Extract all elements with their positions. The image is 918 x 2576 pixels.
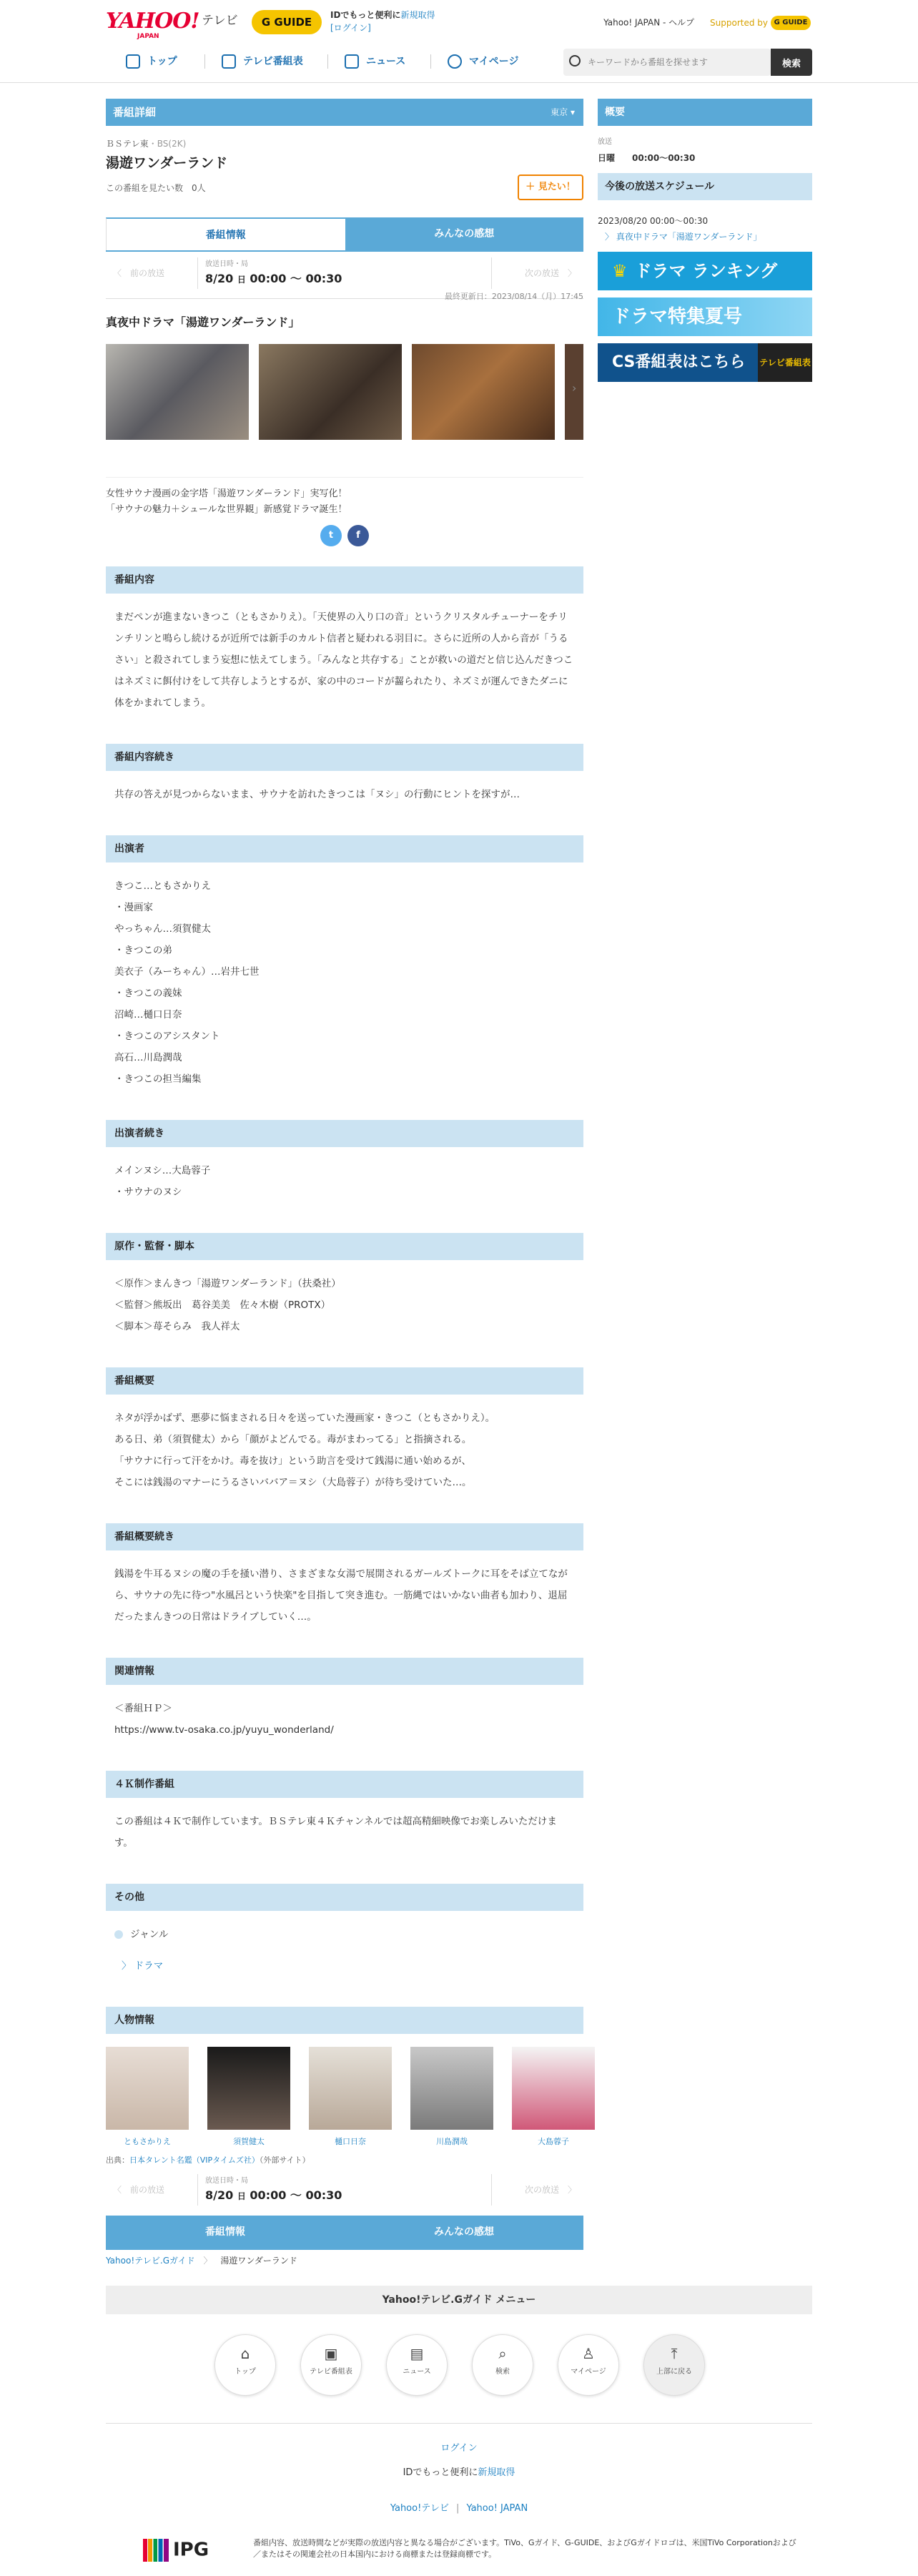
menu-news[interactable]: ▤ ニュース — [386, 2334, 448, 2396]
tv-icon — [222, 54, 236, 69]
program-image[interactable] — [412, 344, 555, 440]
next-broadcast-link[interactable]: 次の放送 〉 — [524, 268, 576, 278]
section-content: 番組内容 まだペンが進まないきつこ（ともさかりえ）。「天使界の入り口の音」というクリスタルチューナーをチリンチリンと鳴らし続けるが近所では新手のカルト信者と疑われる羽目に。さらに近所の人から音が「うるさい」と殺されてしまう妄想に怯えてしまう。「みんなと共存する」ことが救いの道だと信じ込んだきつこはネズミに餌付けをして共存しようとするが、家の中のコードが齧られたり、ネズミが運んできたダニに体をかまれてしまう。 — [106, 566, 583, 727]
site-menu — [214, 2334, 704, 2413]
id-promo: IDでもっと便利に新規取得 [ログイン] — [330, 10, 435, 33]
site-header — [0, 0, 918, 83]
yahoo-japan-logo[interactable]: YAHOO! JAPAN — [106, 9, 199, 40]
menu-back-to-top[interactable]: ⤒ 上部に戻る — [643, 2334, 705, 2396]
share-buttons — [106, 525, 583, 549]
genre-drama-link[interactable]: 〉 ドラマ — [122, 1960, 164, 1972]
tv-icon: ▣ — [324, 2345, 338, 2362]
home-icon — [126, 54, 140, 69]
person-card[interactable]: 樋口日奈 — [309, 2047, 392, 2147]
drama-feature-banner[interactable]: ドラマ特集夏号 — [598, 298, 812, 336]
news-icon: ▤ — [410, 2345, 424, 2362]
footer-yahoo-japan-link[interactable]: Yahoo! JAPAN — [466, 2503, 528, 2514]
nav-news[interactable]: ニュース — [345, 47, 405, 76]
person-card[interactable]: 大島蓉子 — [512, 2047, 595, 2147]
menu-top[interactable]: ⌂ トップ — [214, 2334, 276, 2396]
image-carousel — [106, 344, 583, 440]
official-site-link[interactable]: https://www.tv-osaka.co.jp/yuyu_wonderland/ — [114, 1724, 334, 1736]
news-icon — [345, 54, 359, 69]
section-related: 関連情報 ＜番組ＨＰ＞ https://www.tv-osaka.co.jp/yuyu_wonderland/ — [106, 1658, 583, 1754]
prev-broadcast-link[interactable]: 〈 前の放送 — [113, 268, 165, 278]
summary-heading: 概要 — [598, 99, 812, 126]
program-tabs — [106, 217, 583, 252]
arrow-up-icon: ⤒ — [671, 2345, 678, 2362]
user-icon: ♙ — [582, 2345, 595, 2362]
section-staff: 原作・監督・脚本 ＜原作＞まんきつ「湯遊ワンダーランド」（扶桑社） ＜監督＞熊坂出 葛谷美美 佐々木樹（PROTX） ＜脚本＞苺そらみ 我人祥太 — [106, 1233, 583, 1350]
person-photo — [512, 2047, 595, 2130]
people-source: 出典：日本タレント名鑑（VIPタイムズ社）（外部サイト） — [106, 2155, 310, 2165]
want-button[interactable]: ＋ 見たい！ — [518, 174, 583, 200]
facebook-icon[interactable]: f — [347, 525, 369, 546]
header-right-links: Yahoo! JAPAN - ヘルプ Supported by G GUIDE — [603, 16, 811, 30]
login-link[interactable]: [ログイン] — [330, 23, 371, 33]
search-box — [563, 49, 771, 76]
search-input[interactable] — [588, 53, 759, 72]
footer-yahoo-tv-link[interactable]: Yahoo!テレビ — [390, 2503, 450, 2514]
legal-notice: 番組内容、放送時間などが実際の放送内容と異なる場合がございます。TiVo、Gガイド、G-GUIDE、およびGガイドロゴは、米国TiVo Corporationおよび／またはその関連会社の日本国内における商標または登録商標です。 — [253, 2538, 796, 2559]
main-column — [106, 99, 583, 2250]
person-card[interactable]: ともさかりえ — [106, 2047, 189, 2147]
menu-search[interactable]: ⌕ 検索 — [472, 2334, 533, 2396]
tv-word-logo[interactable]: テレビ — [202, 14, 238, 28]
person-photo — [207, 2047, 290, 2130]
user-icon — [448, 54, 462, 69]
section-summary: 番組概要 ネタが浮かばず、悪夢に悩まされる日々を送っていた漫画家・きつこ（ともさかりえ）。 ある日、弟（須賀健太）から「顔がよどんでる。毒がまわってる」と指摘される。 「サウナに行って汗をかけ。毒を抜け」という助言を受けて銭湯に通い始めるが、 そこには銭湯のマナーにうるさいババア＝ヌシ（大島蓉子）が待ち受けていた…。 — [106, 1367, 583, 1506]
yahoo-help-link[interactable]: Yahoo! JAPAN - ヘルプ — [603, 17, 695, 28]
last-updated: 最終更新日：2023/08/14（月）17:45 — [444, 292, 583, 301]
schedule-list: 2023/08/20 00:00〜00:30 〉 真夜中ドラマ「湯遊ワンダーランド」 — [598, 216, 762, 242]
chevron-right-icon[interactable]: › — [572, 381, 577, 395]
footer-divider — [106, 2423, 812, 2424]
talent-directory-link[interactable]: 日本タレント名鑑（VIPタイムズ社） — [129, 2155, 260, 2165]
broadcast-nav-bottom — [106, 2173, 583, 2216]
footer-links: Yahoo!テレビ | Yahoo! JAPAN — [390, 2503, 528, 2514]
prev-broadcast-link[interactable]: 〈 前の放送 — [113, 2185, 165, 2195]
gguide-small-logo: G GUIDE — [771, 16, 811, 30]
page-title: 湯遊ワンダーランド — [106, 155, 228, 171]
search-icon: ⌕ — [498, 2345, 507, 2362]
menu-tv-schedule[interactable]: ▣ テレビ番組表 — [300, 2334, 362, 2396]
nav-mypage[interactable]: マイページ — [448, 47, 518, 76]
person-card[interactable]: 須賀健太 — [207, 2047, 290, 2147]
next-broadcast-link[interactable]: 次の放送 〉 — [524, 2185, 576, 2195]
broadcast-datetime: 放送日時・局 8/20 日 00:00 〜 00:30 — [197, 2174, 492, 2206]
person-photo — [309, 2047, 392, 2130]
genre-bullet-icon — [114, 1930, 123, 1939]
search-button[interactable]: 検索 — [771, 49, 812, 76]
broadcast-nav — [106, 256, 583, 299]
drama-ranking-banner[interactable]: ♛ ドラマ ランキング — [598, 252, 812, 290]
twitter-icon[interactable]: t — [320, 525, 342, 546]
search-icon — [569, 55, 581, 67]
crown-icon: ♛ — [612, 261, 628, 281]
section-cast: 出演者 きつこ…ともさかりえ ・漫画家 やっちゃん…須賀健太 ・きつこの弟 美衣子（みーちゃん）…岩井七世 ・きつこの義妹 沼崎…樋口日奈 ・きつこのアシスタント 高石…川島潤哉 ・きつこの担当編集 — [106, 835, 583, 1103]
program-subtitle: 真夜中ドラマ「湯遊ワンダーランド」 — [106, 315, 300, 329]
ipg-bars-icon — [143, 2539, 169, 2562]
tab-program-info[interactable]: 番組情報 — [106, 217, 345, 250]
section-summary-cont: 番組概要続き 銭湯を牛耳るヌシの魔の手を掻い潜り、さまざまな女湯で展開されるガールズトークに耳をそば立てながら、サウナの先に待つ"水風呂という快楽"を目指して突き進む。一筋縄ではいかない曲者も加わり、退屈だったまんきつの日常はドライブしていく…。 — [106, 1523, 583, 1641]
program-tabs-bottom — [106, 2216, 583, 2250]
signup-link[interactable]: 新規取得 — [400, 10, 435, 20]
sidebar — [598, 99, 812, 382]
gguide-logo[interactable]: G GUIDE — [252, 10, 322, 34]
footer-id-promo: IDでもっと便利に新規取得 — [403, 2467, 515, 2478]
broadcast-datetime: 放送日時・局 8/20 日 00:00 〜 00:30 — [197, 257, 492, 289]
main-nav — [106, 47, 812, 76]
nav-top[interactable]: トップ — [126, 47, 177, 76]
person-photo — [106, 2047, 189, 2130]
tab-program-info[interactable]: 番組情報 — [106, 2216, 345, 2248]
person-photo — [410, 2047, 493, 2130]
section-4k: ４Ｋ制作番組 この番組は４Ｋで制作しています。ＢＳテレ東４Ｋチャンネルでは超高精細映像でお楽しみいただけます。 — [106, 1771, 583, 1867]
region-selector[interactable]: 東京 ▾ — [551, 107, 575, 117]
section-other: その他 ジャンル 〉 ドラマ — [106, 1884, 583, 1990]
program-image[interactable] — [259, 344, 402, 440]
menu-mypage[interactable]: ♙ マイページ — [558, 2334, 619, 2396]
footer-login-link[interactable]: ログイン — [440, 2443, 478, 2454]
want-section: この番組を見たい数 0人 ＋ 見たい！ — [106, 182, 583, 210]
footer-signup-link[interactable]: 新規取得 — [478, 2467, 515, 2478]
home-icon: ⌂ — [240, 2345, 250, 2362]
schedule-heading: 今後の放送スケジュール — [598, 173, 812, 200]
ipg-logo: IPG — [143, 2539, 209, 2567]
program-detail-bar: 番組詳細 東京 ▾ — [106, 99, 583, 126]
section-people: 人物情報 ともさかりえ 須賀健太 樋口日奈 川島潤哉 大島蓉子 出典：日本タレント名鑑（VIPタイムズ社）（外部サイト） — [106, 2007, 583, 2165]
person-card[interactable]: 川島潤哉 — [410, 2047, 493, 2147]
site-menu-title: Yahoo!テレビ.Gガイド メニュー — [106, 2286, 812, 2314]
program-intro: 女性サウナ漫画の金字塔「湯遊ワンダーランド」実写化！ 「サウナの魅力＋シュールな世界観」新感覚ドラマ誕生！ — [106, 477, 583, 518]
nav-tv-schedule[interactable]: テレビ番組表 — [222, 47, 303, 76]
cs-schedule-banner[interactable]: CS番組表はこちら テレビ番組表 — [598, 343, 812, 382]
section-content-cont: 番組内容続き 共存の答えが見つからないまま、サウナを訪れたきつこは「ヌシ」の行動にヒントを探すが… — [106, 744, 583, 818]
broadcast-summary: 放送 日曜 00:00〜00:30 — [598, 138, 696, 163]
section-cast-cont: 出演者続き メインヌシ…大島蓉子 ・サウナのヌシ — [106, 1120, 583, 1216]
schedule-item-link[interactable]: 〉 真夜中ドラマ「湯遊ワンダーランド」 — [605, 232, 762, 242]
channel-name: ＢＳテレ東・BS(2K) — [106, 139, 187, 149]
tab-reviews[interactable]: みんなの感想 — [345, 217, 584, 250]
tab-reviews[interactable]: みんなの感想 — [345, 2216, 583, 2248]
breadcrumb-home[interactable]: Yahoo!テレビ.Gガイド — [106, 2256, 195, 2266]
program-image[interactable] — [106, 344, 249, 440]
breadcrumb: Yahoo!テレビ.Gガイド 〉 湯遊ワンダーランド — [106, 2256, 297, 2266]
